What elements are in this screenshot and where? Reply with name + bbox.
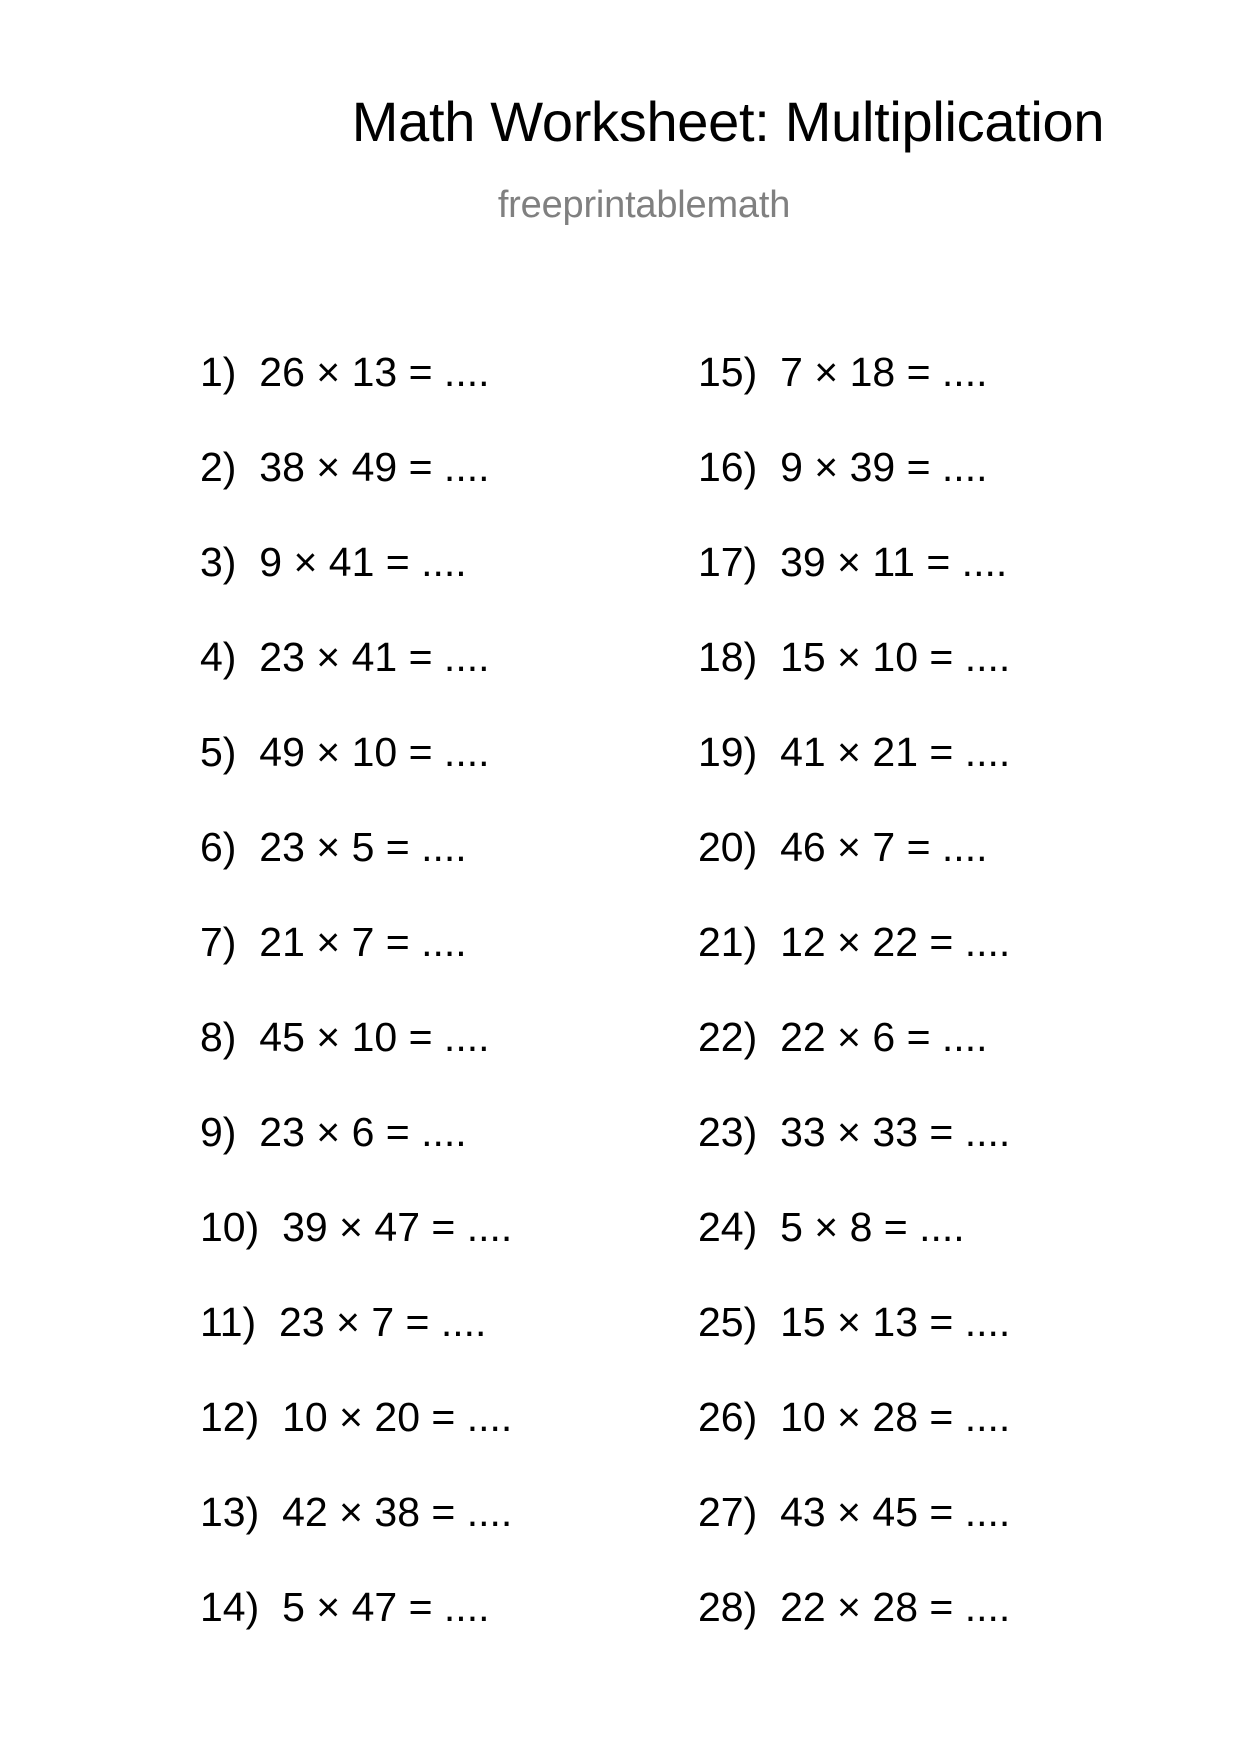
- problem-expression: 46 × 7 = ....: [780, 824, 988, 870]
- problem-number: 6): [200, 824, 237, 870]
- problem-number: 13): [200, 1489, 260, 1535]
- problem-number: 4): [200, 634, 237, 680]
- problem-number: 7): [200, 919, 237, 965]
- problem-number: 1): [200, 349, 237, 395]
- problem-expression: 5 × 8 = ....: [780, 1204, 965, 1250]
- problem-item: [698, 1391, 1010, 1486]
- problem-item: [200, 1106, 512, 1201]
- problem-item: [200, 1581, 512, 1676]
- problem-expression: 21 × 7 = ....: [259, 919, 467, 965]
- problem-expression: 5 × 47 = ....: [282, 1584, 490, 1630]
- problem-item: [200, 631, 512, 726]
- problem-number: 28): [698, 1584, 758, 1630]
- problem-expression: 9 × 41 = ....: [259, 539, 467, 585]
- problem-expression: 49 × 10 = ....: [259, 729, 490, 775]
- worksheet-subtitle: freeprintablemath: [497, 184, 791, 226]
- problem-item: [698, 536, 1010, 631]
- problem-number: 17): [698, 539, 758, 585]
- problem-expression: 26 × 13 = ....: [259, 349, 490, 395]
- problem-number: 19): [698, 729, 758, 775]
- problem-item: [698, 346, 1010, 441]
- problem-number: 20): [698, 824, 758, 870]
- problem-expression: 42 × 38 = ....: [282, 1489, 513, 1535]
- problem-item: [200, 1296, 512, 1391]
- problem-number: 25): [698, 1299, 758, 1345]
- problem-number: 2): [200, 444, 237, 490]
- problem-expression: 33 × 33 = ....: [780, 1109, 1011, 1155]
- problem-item: [698, 916, 1010, 1011]
- problem-expression: 23 × 7 = ....: [279, 1299, 487, 1345]
- problem-item: [200, 916, 512, 1011]
- problem-item: [200, 1201, 512, 1296]
- problem-item: [698, 1581, 1010, 1676]
- problem-number: 12): [200, 1394, 260, 1440]
- problem-expression: 9 × 39 = ....: [780, 444, 988, 490]
- problem-expression: 7 × 18 = ....: [780, 349, 988, 395]
- problem-item: [200, 1011, 512, 1106]
- problem-expression: 41 × 21 = ....: [780, 729, 1011, 775]
- problem-item: [698, 1201, 1010, 1296]
- problem-number: 23): [698, 1109, 758, 1155]
- problem-item: [698, 1486, 1010, 1581]
- problem-number: 18): [698, 634, 758, 680]
- problem-expression: 38 × 49 = ....: [259, 444, 490, 490]
- problem-item: [698, 726, 1010, 821]
- problem-number: 10): [200, 1204, 260, 1250]
- worksheet-title: Math Worksheet: Multiplication: [351, 90, 1105, 153]
- problem-number: 9): [200, 1109, 237, 1155]
- problem-item: [200, 1391, 512, 1486]
- problem-number: 8): [200, 1014, 237, 1060]
- problem-item: [200, 536, 512, 631]
- problem-number: 11): [200, 1299, 257, 1345]
- problem-expression: 10 × 20 = ....: [282, 1394, 513, 1440]
- problem-number: 15): [698, 349, 758, 395]
- problem-column-left: [200, 346, 512, 1676]
- problem-number: 22): [698, 1014, 758, 1060]
- problem-expression: 15 × 10 = ....: [780, 634, 1011, 680]
- problem-item: [698, 1011, 1010, 1106]
- problem-item: [698, 821, 1010, 916]
- problem-expression: 43 × 45 = ....: [780, 1489, 1011, 1535]
- problem-number: 24): [698, 1204, 758, 1250]
- problem-expression: 39 × 47 = ....: [282, 1204, 513, 1250]
- problem-expression: 39 × 11 = ....: [780, 539, 1008, 585]
- problem-item: [200, 346, 512, 441]
- problem-number: 5): [200, 729, 237, 775]
- problem-item: [200, 1486, 512, 1581]
- problem-expression: 22 × 6 = ....: [780, 1014, 988, 1060]
- problem-number: 27): [698, 1489, 758, 1535]
- problem-expression: 12 × 22 = ....: [780, 919, 1011, 965]
- problem-expression: 10 × 28 = ....: [780, 1394, 1011, 1440]
- problem-item: [200, 726, 512, 821]
- problem-expression: 45 × 10 = ....: [259, 1014, 490, 1060]
- problem-number: 14): [200, 1584, 260, 1630]
- problem-expression: 22 × 28 = ....: [780, 1584, 1011, 1630]
- problem-item: [698, 631, 1010, 726]
- problem-item: [698, 1296, 1010, 1391]
- problem-item: [200, 441, 512, 536]
- problem-expression: 23 × 41 = ....: [259, 634, 490, 680]
- problem-item: [698, 1106, 1010, 1201]
- problem-number: 26): [698, 1394, 758, 1440]
- problem-number: 16): [698, 444, 758, 490]
- problem-expression: 23 × 6 = ....: [259, 1109, 467, 1155]
- problem-number: 3): [200, 539, 237, 585]
- problem-expression: 15 × 13 = ....: [780, 1299, 1011, 1345]
- problem-item: [200, 821, 512, 916]
- problem-item: [698, 441, 1010, 536]
- problem-expression: 23 × 5 = ....: [259, 824, 467, 870]
- problem-column-right: [698, 346, 1010, 1676]
- problem-number: 21): [698, 919, 758, 965]
